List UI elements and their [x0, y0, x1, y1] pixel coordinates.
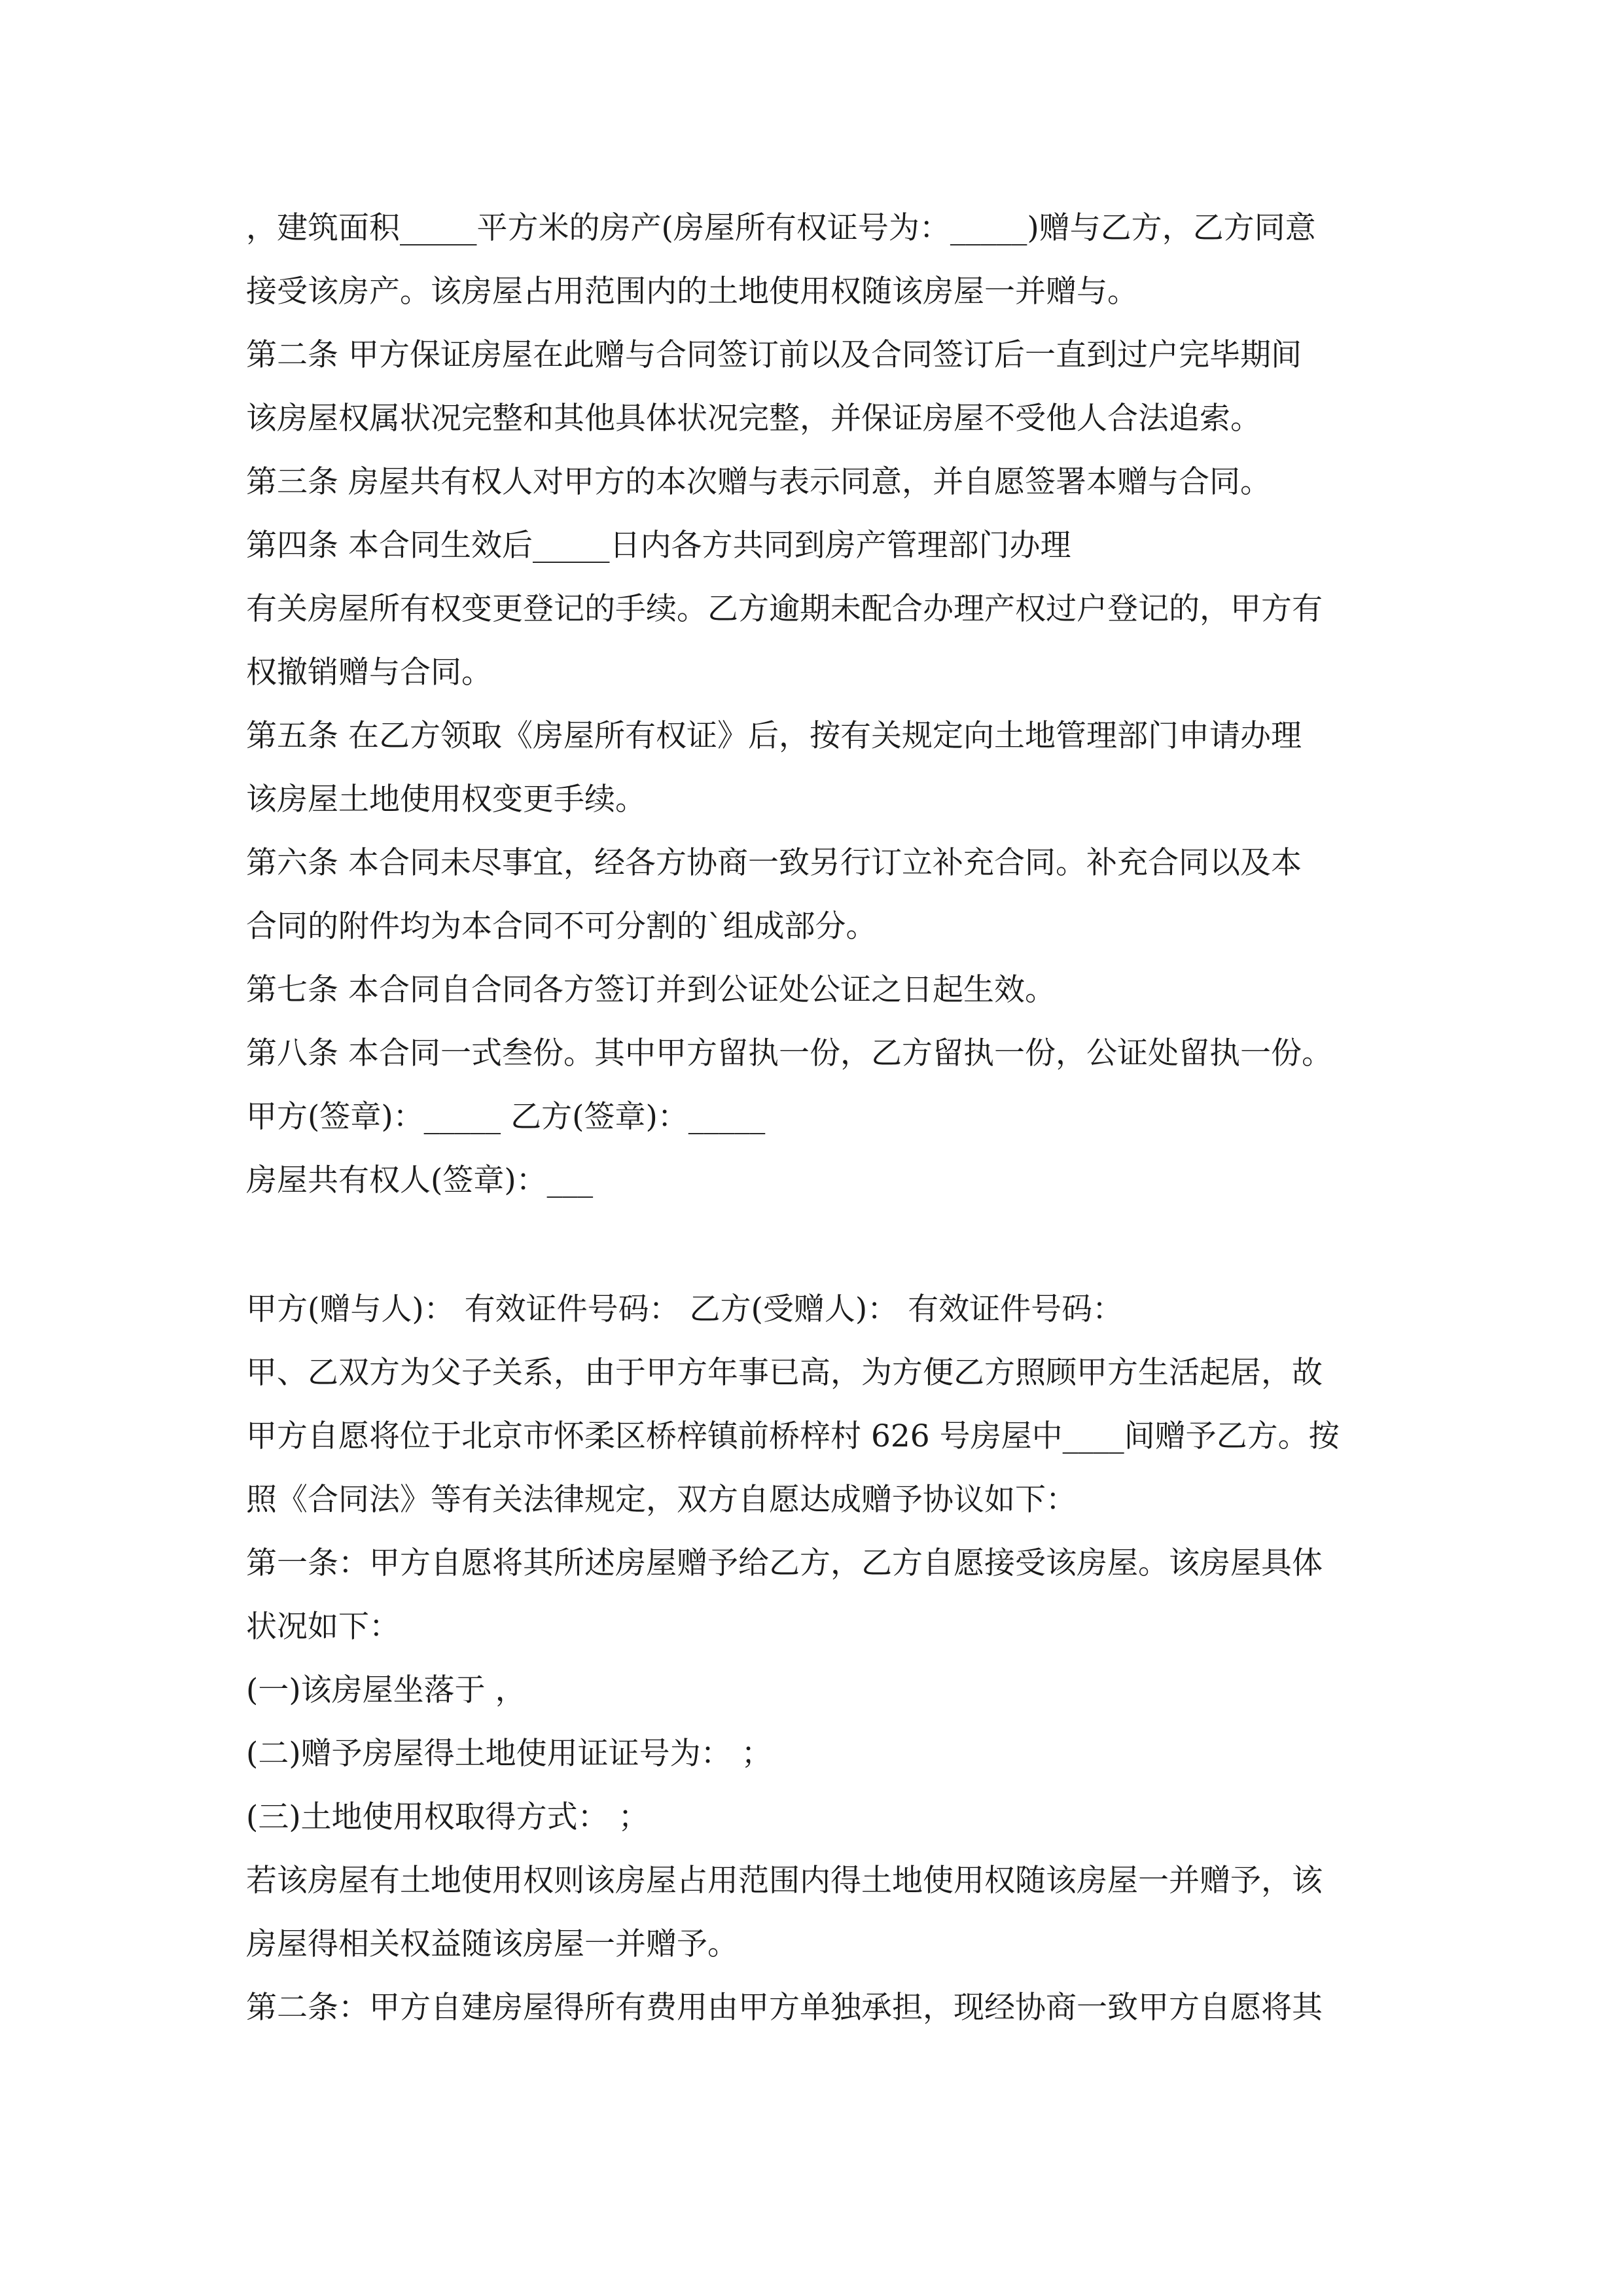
article-2-line: 第二条：甲方自建房屋得所有费用由甲方单独承担，现经协商一致甲方自愿将其 — [246, 1990, 1323, 2026]
signature-line: 甲方(签章)：_____ 乙方(签章)：_____ — [246, 1099, 766, 1135]
article-7-line: 第七条 本合同自合同各方签订并到公证处公证之日起生效。 — [246, 972, 1056, 1008]
paragraph-line: 若该房屋有土地使用权则该房屋占用范围内得土地使用权随该房屋一并赠予，该 — [246, 1863, 1323, 1899]
paragraph-line: 甲方自愿将位于北京市怀柔区桥梓镇前桥梓村 626 号房屋中____间赠予乙方。按 — [246, 1418, 1340, 1454]
list-item: (三)土地使用权取得方式： ； — [246, 1799, 649, 1835]
article-2-line: 第二条 甲方保证房屋在此赠与合同签订前以及合同签订后一直到过户完毕期间 — [246, 337, 1302, 373]
paragraph-line: 该房屋权属状况完整和其他具体状况完整，并保证房屋不受他人合法追索。 — [246, 401, 1261, 437]
list-item: (二)赠予房屋得土地使用证证号为： ； — [246, 1736, 772, 1772]
contract-section-2 — [246, 1278, 1398, 2039]
contract-section-1 — [246, 196, 1398, 1212]
paragraph-line: 状况如下： — [246, 1609, 400, 1645]
article-5-line: 第五条 在乙方领取《房屋所有权证》后，按有关规定向土地管理部门申请办理 — [246, 718, 1302, 754]
paragraph-line: 有关房屋所有权变更登记的手续。乙方逾期未配合办理产权过户登记的，甲方有 — [246, 591, 1323, 627]
paragraph-line: 该房屋土地使用权变更手续。 — [246, 781, 646, 817]
paragraph-line: 合同的附件均为本合同不可分割的`组成部分。 — [246, 908, 877, 944]
parties-line: 甲方(赠与人)： 有效证件号码： 乙方(受赠人)： 有效证件号码： — [246, 1291, 1124, 1327]
article-3-line: 第三条 房屋共有权人对甲方的本次赠与表示同意，并自愿签署本赠与合同。 — [246, 464, 1271, 500]
paragraph-line: 权撤销赠与合同。 — [246, 655, 492, 691]
co-owner-signature-line: 房屋共有权人(签章)：___ — [246, 1162, 594, 1198]
article-4-line: 第四条 本合同生效后_____日内各方共同到房产管理部门办理 — [246, 528, 1071, 564]
article-1-line: 第一条：甲方自愿将其所述房屋赠予给乙方，乙方自愿接受该房屋。该房屋具体 — [246, 1545, 1323, 1581]
article-6-line: 第六条 本合同未尽事宜，经各方协商一致另行订立补充合同。补充合同以及本 — [246, 845, 1302, 881]
paragraph-line: 房屋得相关权益随该房屋一并赠予。 — [246, 1926, 738, 1962]
article-8-line: 第八条 本合同一式叁份。其中甲方留执一份，乙方留执一份，公证处留执一份。 — [246, 1035, 1332, 1071]
paragraph-line: ，建筑面积_____平方米的房产(房屋所有权证号为：_____)赠与乙方，乙方同意 — [246, 210, 1316, 246]
paragraph-line: 接受该房产。该房屋占用范围内的土地使用权随该房屋一并赠与。 — [246, 274, 1138, 310]
paragraph-line: 照《合同法》等有关法律规定，双方自愿达成赠予协议如下： — [246, 1482, 1077, 1518]
list-item: (一)该房屋坐落于 ， — [246, 1672, 526, 1708]
paragraph-line: 甲、乙双方为父子关系，由于甲方年事已高，为方便乙方照顾甲方生活起居，故 — [246, 1355, 1323, 1391]
